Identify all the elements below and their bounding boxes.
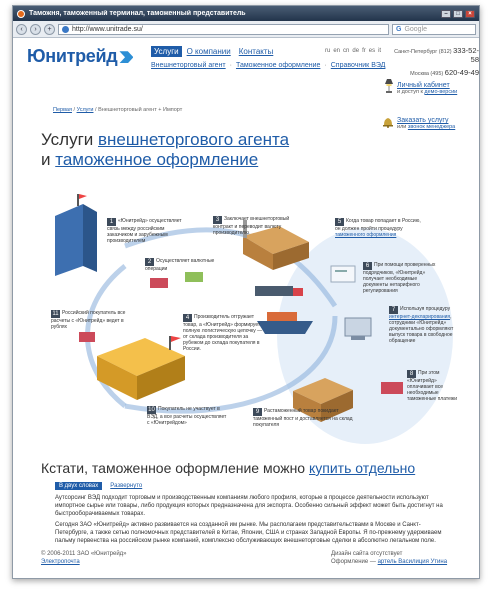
step-6 [363, 262, 443, 294]
customs-clearance-link[interactable]: таможенного оформления [335, 232, 397, 238]
headline-customs-link[interactable]: таможенное оформление [55, 150, 259, 169]
lang-es[interactable]: es [368, 48, 376, 54]
step-number: 2 [145, 258, 154, 266]
step-9 [253, 408, 363, 428]
order-sub [397, 124, 455, 130]
process-diagram [35, 186, 459, 446]
email-link[interactable]: Электропочта [41, 559, 80, 565]
search-placeholder: Google [404, 25, 428, 33]
headline-prefix-1: Услуги [41, 130, 99, 149]
step-text: Заключает внешнеторговый контракт и переводит валюту производителю [213, 216, 290, 236]
headline-agent-link[interactable]: внешнеторгового агента [98, 130, 290, 149]
phone-spb-number: 333-52-58 [453, 46, 479, 64]
breadcrumb-current: Внешнеторговый агент + Импорт [98, 107, 183, 113]
step-2 [145, 258, 221, 272]
internet-declaration-link[interactable]: интернет-декларирования [389, 314, 451, 320]
address-bar[interactable] [58, 24, 389, 35]
breadcrumb-home[interactable]: Первая [53, 107, 72, 113]
step-text: Российский покупатель все расчеты с «Юнитрейд» ведет в рублях [51, 310, 126, 330]
step-text: Когда товар попадает в Россию, он должен пройти процедуру [335, 218, 421, 232]
step-4 [183, 314, 263, 352]
lang-ru[interactable]: ru [325, 48, 331, 54]
step-number: 10 [148, 407, 155, 413]
add-icon[interactable]: + [44, 24, 55, 35]
lamp-icon [383, 78, 395, 94]
money-stack-icon [150, 272, 203, 288]
callback-link[interactable]: звонок менеджера [407, 124, 456, 130]
back-icon[interactable]: ‹ [16, 24, 27, 35]
step-number: 3 [213, 216, 222, 224]
maximize-icon[interactable]: □ [453, 10, 463, 18]
logo-text: Юнитрейд [27, 46, 118, 66]
step-number: 6 [363, 262, 372, 270]
breadcrumb-services[interactable]: Услуги [76, 107, 94, 113]
description-tabs [55, 482, 146, 490]
step-number: 9 [253, 408, 262, 416]
copyright: © 2006-2011 ЗАО «Юнитрейд» [41, 551, 127, 557]
step-8 [407, 370, 459, 402]
nav-item-contacts[interactable]: Контакты [238, 47, 274, 56]
step-number: 5 [335, 218, 344, 226]
google-icon: G [396, 25, 402, 33]
step-number: 1 [107, 218, 116, 226]
logo-arrow-icon [119, 51, 133, 63]
tab-detailed[interactable]: Развернуто [110, 483, 143, 489]
nav-item-services[interactable]: Услуги [151, 46, 182, 57]
step-text: При помощи проверенных подрядчиков, «Юнитрейд» получает необходимые документы нетарифного регулирования [363, 262, 436, 294]
tab-brief[interactable]: В двух словах [55, 482, 102, 490]
design-studio-link[interactable]: артель Василиция Утина [377, 559, 448, 565]
bell-icon [382, 116, 394, 128]
browser-toolbar [13, 21, 479, 38]
step-text: Осуществляет валютные операции [145, 258, 215, 272]
url-text: http://www.unitrade.su/ [72, 25, 143, 33]
page-content [13, 38, 479, 578]
phones-block [389, 46, 479, 81]
buy-separately-link[interactable]: купить отдельно [308, 460, 416, 476]
window-controls [441, 10, 475, 18]
window-title: Таможня, таможенный терминал, таможенный представитель [29, 10, 246, 17]
title-bar [13, 6, 479, 21]
forward-icon[interactable]: › [30, 24, 41, 35]
language-switcher [325, 48, 381, 54]
search-box[interactable] [392, 24, 476, 35]
design-note: Дизайн сайта отсутствует [331, 551, 403, 557]
step-3 [213, 216, 295, 236]
buyer-money-icon [79, 332, 95, 342]
breadcrumb: Первая / Услуги / Внешнеторговый агент + Импорт [53, 107, 183, 113]
cabinet-sub-prefix: и доступ к [397, 89, 423, 95]
step-text: Используя процедуру [400, 306, 451, 312]
step-number: 11 [52, 311, 59, 317]
step-11 [51, 310, 135, 330]
headline-prefix-2: и [41, 150, 56, 169]
documents-icon [331, 266, 355, 282]
subnav-reference[interactable]: Справочник ВЭД [330, 62, 386, 69]
step-number: 7 [389, 306, 398, 314]
phone-spb-label: Санкт-Петербург (812) [394, 49, 452, 55]
footer-left [41, 550, 127, 566]
footer-right [331, 550, 447, 566]
step-7 [389, 306, 459, 344]
step-text: Производитель отгружает товар, а «Юнитрейд» формирует полную логистическую цепочку — от склада производителя за рубежом до склада покупателя в России. [183, 314, 263, 352]
lang-cn[interactable]: cn [343, 48, 350, 54]
site-logo[interactable] [27, 46, 133, 67]
demo-link[interactable]: демо-версии [424, 89, 458, 95]
subnav-customs[interactable]: Таможенное оформление [235, 62, 321, 69]
step-1 [107, 218, 187, 244]
step-number: 8 [407, 370, 416, 378]
section-title [41, 460, 415, 476]
lang-en[interactable]: en [333, 48, 341, 54]
order-link[interactable]: Заказать услугу [397, 117, 449, 124]
globe-icon [62, 26, 69, 33]
page-title [41, 130, 289, 170]
close-icon[interactable]: × [465, 10, 475, 18]
step-text: «Юнитрейд» осуществляет связь между российским заказчиком и зарубежным производителем [107, 218, 182, 244]
subnav-separator: · [324, 62, 327, 69]
step-5 [335, 218, 421, 238]
step-number: 4 [183, 314, 192, 322]
order-block [397, 117, 455, 130]
step-text: При этом «Юнитрейд» оплачивает все необходимые таможенные платежи [407, 370, 457, 402]
order-sub-prefix: или [397, 124, 407, 130]
step-text: Покупатель не участвует в ВЭД, а все расчеты осуществляет с «Юнитрейдом» [147, 406, 227, 426]
sub-nav [151, 62, 385, 69]
cabinet-sub [397, 89, 457, 95]
office-building-icon [55, 194, 97, 276]
step-text: , сотрудники «Юнитрейд» документально оформляют выпуск товара в свободное обращение [389, 314, 454, 344]
subnav-separator: · [229, 62, 232, 69]
money-bundle-icon [381, 382, 403, 394]
browser-window [12, 5, 480, 579]
lang-fr[interactable]: fr [362, 48, 366, 54]
firefox-icon [17, 10, 25, 18]
step-text: Растаможенный товар покидает таможенный пост и доставляется на склад покупателя [253, 408, 353, 428]
cabinet-link[interactable]: Личный кабинет [397, 82, 450, 89]
section-title-prefix: Кстати, таможенное оформление можно [41, 460, 309, 476]
phone-msk-label: Москва (495) [410, 71, 444, 77]
description-paragraph-2: Сегодня ЗАО «Юнитрейд» активно развивается на созданной им рынке. Мы располагаем представительствами в Москве и Санкт-Петербурге, а также сетью полномочных представителей в Китае, Японии, США и странах Западной Европы. Я по-прежнему удерживаем пальму первенства на российском рынке компаний, комплексно обслуживающих внешнеторговые сделки в абсолютно легальном поле. [55, 522, 442, 544]
phone-msk-number: 620-49-49 [444, 68, 479, 77]
cabinet-block [397, 82, 457, 95]
design-prefix: Оформление — [331, 559, 376, 565]
nav-item-about[interactable]: О компании [186, 47, 231, 56]
step-10 [147, 406, 227, 426]
lang-de[interactable]: de [352, 48, 360, 54]
main-nav [151, 46, 276, 57]
description-paragraph-1: Аутсорсинг ВЭД подходит торговым и производственным компаниям любого профиля, которые в процессе деятельности используют импортное сырье или товары, либо продукция которых предназначена для экспорта. Особенно сильный эффект может быть достигнут на быстрооборачиваемых товарах. [55, 495, 443, 517]
minimize-icon[interactable]: – [441, 10, 451, 18]
subnav-agent[interactable]: Внешнеторговый агент [151, 62, 226, 69]
lang-it[interactable]: it [378, 48, 382, 54]
